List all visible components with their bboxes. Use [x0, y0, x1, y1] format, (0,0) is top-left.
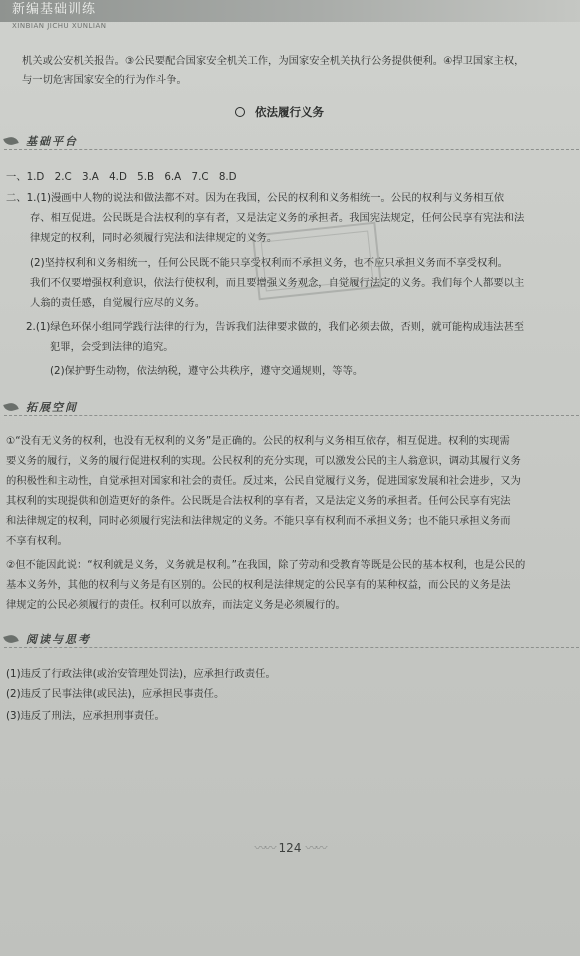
wave-ornament-icon: 〰〰	[254, 841, 275, 855]
leaf-icon	[4, 135, 22, 147]
expand-p1-line-5: 和法律规定的权利，同时必须履行宪法和法律规定的义务。不能只享有权利而不承担义务；也不能只承担义务而	[6, 515, 511, 527]
expand-p1-line-4: 其权利的实现提供和创造更好的条件。公民既是合法权利的享有者，又是法定义务的承担者。任何公民享有宪法	[6, 495, 511, 507]
expand-p2-line-2: 基本义务外，其他的权利与义务是有区别的。公民的权利是法律规定的公民享有的某种权益，而公民的义务是法	[6, 579, 511, 591]
q2-1-line-3: 律规定的权利，同时必须履行宪法和法律规定的义务。	[30, 232, 278, 244]
answers-line: 一、1.D 2.C 3.A 4.D 5.B 6.A 7.C 8.D	[6, 171, 237, 183]
q2-2-line-1: (2)坚持权利和义务相统一，任何公民既不能只享受权利而不承担义务，也不应只承担义务而不享受权利。	[30, 257, 508, 269]
q2-1-line-2: 存、相互促进。公民既是合法权利的享有者，又是法定义务的承担者。我国宪法规定，任何公民享有宪法和法	[30, 212, 525, 224]
faded-stamp	[252, 222, 382, 301]
section-title-text: 依法履行义务	[255, 105, 324, 119]
subhead-basic-label: 基础平台	[26, 135, 78, 148]
reading-line-3: (3)违反了刑法，应承担刑事责任。	[6, 710, 165, 722]
divider	[4, 647, 579, 648]
section-title	[235, 104, 324, 120]
wave-ornament-icon: 〰〰	[305, 841, 326, 855]
page-number	[251, 839, 330, 856]
book-subtitle: XINBIAN JICHU XUNLIAN	[12, 22, 107, 30]
subhead-reading-label: 阅读与思考	[26, 633, 91, 646]
expand-p2-line-1: ②但不能因此说：“权利就是义务，义务就是权利。”在我国，除了劳动和受教育等既是公民的基本权利，也是公民的	[6, 559, 526, 571]
subhead-expand-label: 拓展空间	[26, 401, 78, 414]
q2b-1-line-2: 犯罪，会受到法律的追究。	[50, 341, 174, 353]
subhead-reading	[4, 630, 91, 648]
q2b-2-line: (2)保护野生动物，依法纳税，遵守公共秩序，遵守交通规则，等等。	[50, 365, 364, 377]
q2-2-line-2: 我们不仅要增强权利意识，依法行使权利，而且要增强义务观念，自觉履行法定的义务。我们每个人都要以主	[30, 277, 525, 289]
reading-line-2: (2)违反了民事法律(或民法)，应承担民事责任。	[6, 688, 225, 700]
q2-1-line-1: 二、1.(1)漫画中人物的说法和做法都不对。因为在我国，公民的权利和义务相统一。公民的权利与义务相互依	[6, 192, 505, 204]
expand-p1-line-6: 不享有权利。	[6, 535, 68, 547]
page-footer	[0, 837, 580, 856]
subhead-expand	[4, 398, 78, 416]
leaf-icon	[4, 633, 22, 645]
leaf-icon	[4, 401, 22, 413]
reading-line-1: (1)违反了行政法律(或治安管理处罚法)，应承担行政责任。	[6, 668, 276, 680]
expand-p2-line-3: 律规定的公民必须履行的责任。权利可以放弃，而法定义务是必须履行的。	[6, 599, 346, 611]
divider	[4, 149, 579, 150]
expand-p1-line-3: 的积极性和主动性，自觉承担对国家和社会的责任。反过来，公民自觉履行义务，促进国家发展和社会进步，又为	[6, 475, 521, 487]
expand-p1-line-1: ①“没有无义务的权利，也没有无权利的义务”是正确的。公民的权利与义务相互依存，相互促进。权利的实现需	[6, 435, 510, 447]
q2-2-line-3: 人翁的责任感，自觉履行应尽的义务。	[30, 297, 206, 309]
page-number-text: 124	[278, 841, 302, 855]
intro-line-1: 机关或公安机关报告。③公民要配合国家安全机关工作，为国家安全机关执行公务提供便利。④捍卫国家主权，	[22, 55, 525, 67]
intro-line-2: 与一切危害国家安全的行为作斗争。	[22, 74, 187, 86]
header-band	[0, 0, 580, 22]
expand-p1-line-2: 要义务的履行，义务的履行促进权利的实现。公民权利的充分实现，可以激发公民的主人翁意识，调动其履行义务	[6, 455, 521, 467]
book-title: 新编基础训练	[12, 2, 97, 17]
subhead-basic	[4, 132, 78, 150]
divider	[4, 415, 579, 416]
q2b-1-line-1: 2.(1)绿色环保小组同学践行法律的行为，告诉我们法律要求做的，我们必须去做，否则，就可能构成违法甚至	[26, 321, 525, 333]
circle-icon	[235, 107, 245, 117]
